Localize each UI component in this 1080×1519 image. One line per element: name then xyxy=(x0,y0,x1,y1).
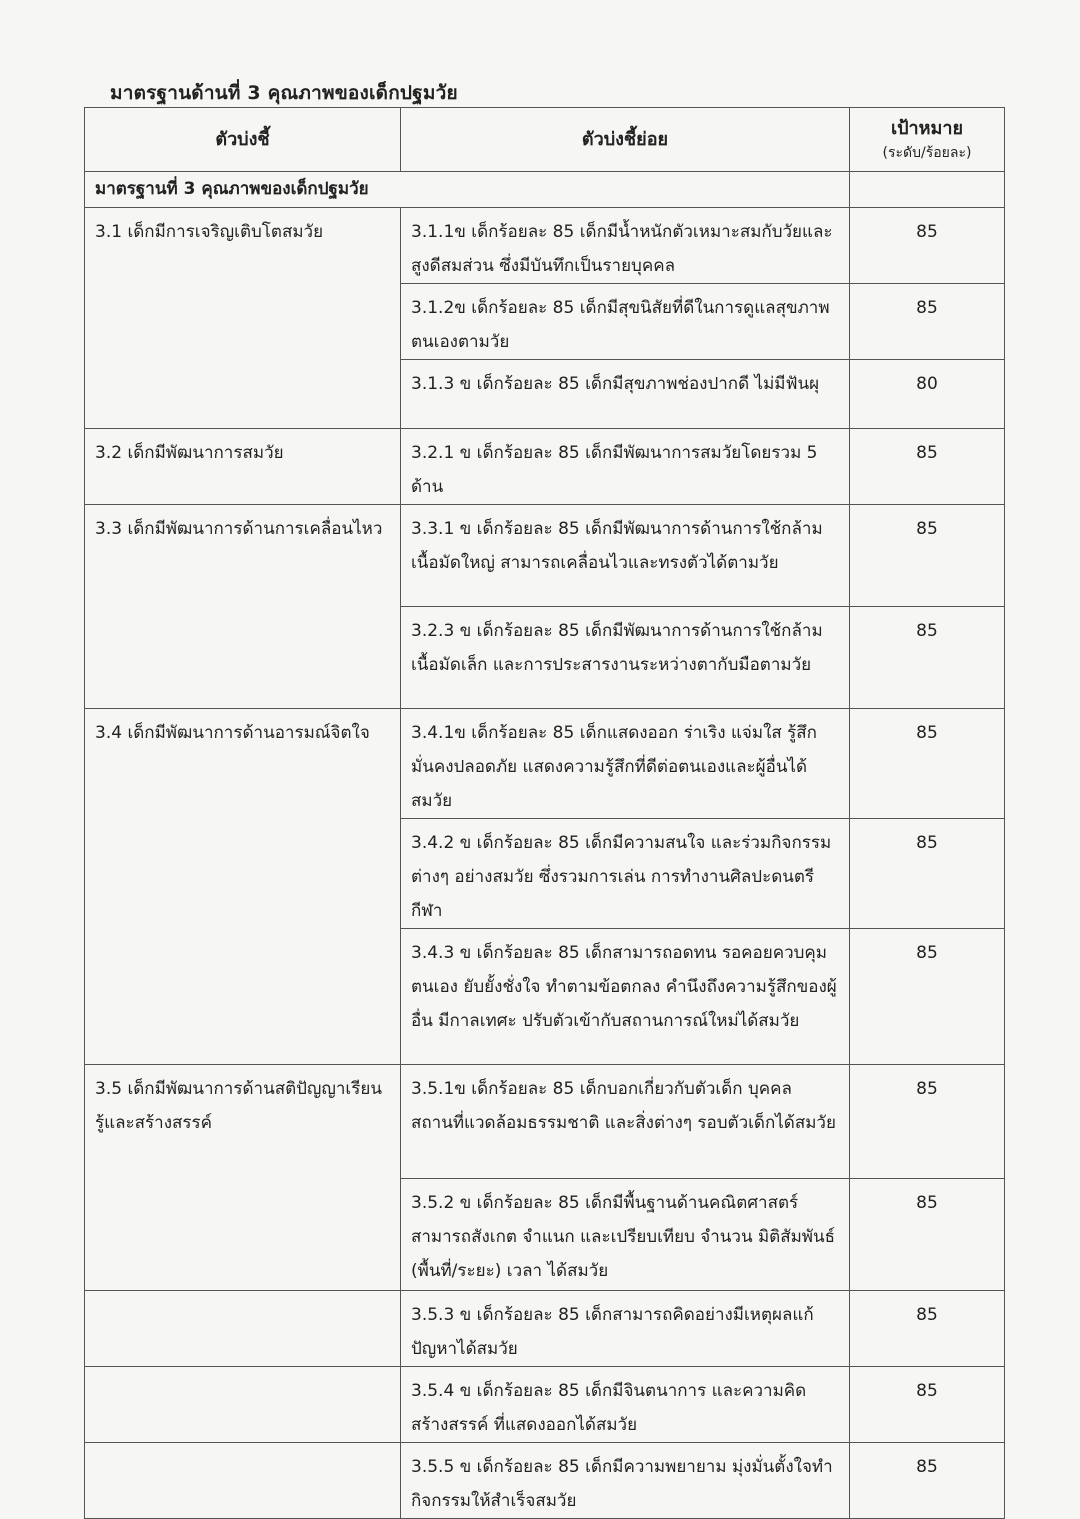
sub-indicator-cell: 3.3.1 ข เด็กร้อยละ 85 เด็กมีพัฒนาการด้านการใช้กล้ามเนื้อมัดใหญ่ สามารถเคลื่อนไวและทรงตัวได้ตามวัย xyxy=(401,505,850,607)
sub-indicator-cell: 3.4.1ข เด็กร้อยละ 85 เด็กแสดงออก ร่าเริง แจ่มใส รู้สึกมั่นคงปลอดภัย แสดงความรู้สึกที่ดีต่อตนเองและผู้อื่นได้สมวัย xyxy=(401,709,850,819)
sub-indicator-cell: 3.5.5 ข เด็กร้อยละ 85 เด็กมีความพยายาม มุ่งมั่นตั้งใจทำกิจกรรมให้สำเร็จสมวัย xyxy=(401,1443,850,1519)
header-indicator: ตัวบ่งชี้ xyxy=(85,108,401,172)
section-row xyxy=(85,172,1005,208)
section-title: มาตรฐานที่ 3 คุณภาพของเด็กปฐมวัย xyxy=(85,172,850,208)
sub-indicator-cell: 3.2.1 ข เด็กร้อยละ 85 เด็กมีพัฒนาการสมวัยโดยรวม 5 ด้าน xyxy=(401,429,850,505)
indicator-cell-empty xyxy=(85,1443,401,1519)
sub-indicator-cell: 3.2.3 ข เด็กร้อยละ 85 เด็กมีพัฒนาการด้านการใช้กล้ามเนื้อมัดเล็ก และการประสารงานระหว่างตากับมือตามวัย xyxy=(401,607,850,709)
target-cell: 85 xyxy=(850,819,1005,929)
sub-indicator-cell: 3.1.1ข เด็กร้อยละ 85 เด็กมีน้ำหนักตัวเหมาะสมกับวัยและสูงดีสมส่วน ซึ่งมีบันทึกเป็นรายบุคคล xyxy=(401,208,850,284)
table-header-row xyxy=(85,108,1005,172)
sub-indicator-cell: 3.4.2 ข เด็กร้อยละ 85 เด็กมีความสนใจ และร่วมกิจกรรมต่างๆ อย่างสมวัย ซึ่งรวมการเล่น การทำงานศิลปะดนตรี กีฬา xyxy=(401,819,850,929)
target-cell: 80 xyxy=(850,360,1005,429)
target-cell: 85 xyxy=(850,709,1005,819)
indicator-cell: 3.2 เด็กมีพัฒนาการสมวัย xyxy=(85,429,401,505)
indicator-cell: 3.4 เด็กมีพัฒนาการด้านอารมณ์จิตใจ xyxy=(85,709,401,1065)
target-cell: 85 xyxy=(850,1179,1005,1291)
target-cell: 85 xyxy=(850,505,1005,607)
target-cell: 85 xyxy=(850,1367,1005,1443)
indicator-cell-empty xyxy=(85,1291,401,1367)
table-row xyxy=(85,505,1005,607)
target-cell: 85 xyxy=(850,284,1005,360)
header-sub-indicator: ตัวบ่งชี้ย่อย xyxy=(401,108,850,172)
indicator-cell: 3.1 เด็กมีการเจริญเติบโตสมวัย xyxy=(85,208,401,429)
target-cell: 85 xyxy=(850,429,1005,505)
sub-indicator-cell: 3.5.4 ข เด็กร้อยละ 85 เด็กมีจินตนาการ และความคิดสร้างสรรค์ ที่แสดงออกได้สมวัย xyxy=(401,1367,850,1443)
table-row xyxy=(85,1367,1005,1443)
header-target-unit: (ระดับ/ร้อยละ) xyxy=(882,144,972,161)
page-title: มาตรฐานด้านที่ 3 คุณภาพของเด็กปฐมวัย xyxy=(110,82,458,104)
sub-indicator-cell: 3.4.3 ข เด็กร้อยละ 85 เด็กสามารถอดทน รอคอยควบคุมตนเอง ยับยั้งชั่งใจ ทำตามข้อตกลง คำนึงถึงความรู้สึกของผู้อื่น มีกาลเทศะ ปรับตัวเข้ากับสถานการณ์ใหม่ได้สมวัย xyxy=(401,929,850,1065)
table-row xyxy=(85,429,1005,505)
header-target xyxy=(850,108,1005,172)
table-row xyxy=(85,1065,1005,1179)
indicator-cell: 3.3 เด็กมีพัฒนาการด้านการเคลื่อนไหว xyxy=(85,505,401,709)
table-row xyxy=(85,1443,1005,1519)
target-cell: 85 xyxy=(850,1065,1005,1179)
target-cell: 85 xyxy=(850,607,1005,709)
sub-indicator-cell: 3.5.2 ข เด็กร้อยละ 85 เด็กมีพื้นฐานด้านคณิตศาสตร์สามารถสังเกต จำแนก และเปรียบเทียบ จำนวน มิติสัมพันธ์ (พื้นที่/ระยะ) เวลา ได้สมวัย xyxy=(401,1179,850,1291)
header-target-label: เป้าหมาย xyxy=(890,117,964,139)
sub-indicator-cell: 3.5.1ข เด็กร้อยละ 85 เด็กบอกเกี่ยวกับตัวเด็ก บุคคล สถานที่แวดล้อมธรรมชาติ และสิ่งต่างๆ รอบตัวเด็กได้สมวัย xyxy=(401,1065,850,1179)
sub-indicator-cell: 3.1.2ข เด็กร้อยละ 85 เด็กมีสุขนิสัยที่ดีในการดูแลสุขภาพตนเองตามวัย xyxy=(401,284,850,360)
target-cell: 85 xyxy=(850,1443,1005,1519)
indicator-cell-empty xyxy=(85,1367,401,1443)
indicator-cell: 3.5 เด็กมีพัฒนาการด้านสติปัญญาเรียนรู้และสร้างสรรค์ xyxy=(85,1065,401,1291)
target-cell: 85 xyxy=(850,208,1005,284)
sub-indicator-cell: 3.5.3 ข เด็กร้อยละ 85 เด็กสามารถคิดอย่างมีเหตุผลแก้ปัญหาได้สมวัย xyxy=(401,1291,850,1367)
table-row xyxy=(85,709,1005,819)
target-cell: 85 xyxy=(850,1291,1005,1367)
sub-indicator-cell: 3.1.3 ข เด็กร้อยละ 85 เด็กมีสุขภาพช่องปากดี ไม่มีฟันผุ xyxy=(401,360,850,429)
standards-table xyxy=(84,107,1005,1519)
table-row xyxy=(85,1291,1005,1367)
section-target-empty xyxy=(850,172,1005,208)
target-cell: 85 xyxy=(850,929,1005,1065)
table-row xyxy=(85,208,1005,284)
